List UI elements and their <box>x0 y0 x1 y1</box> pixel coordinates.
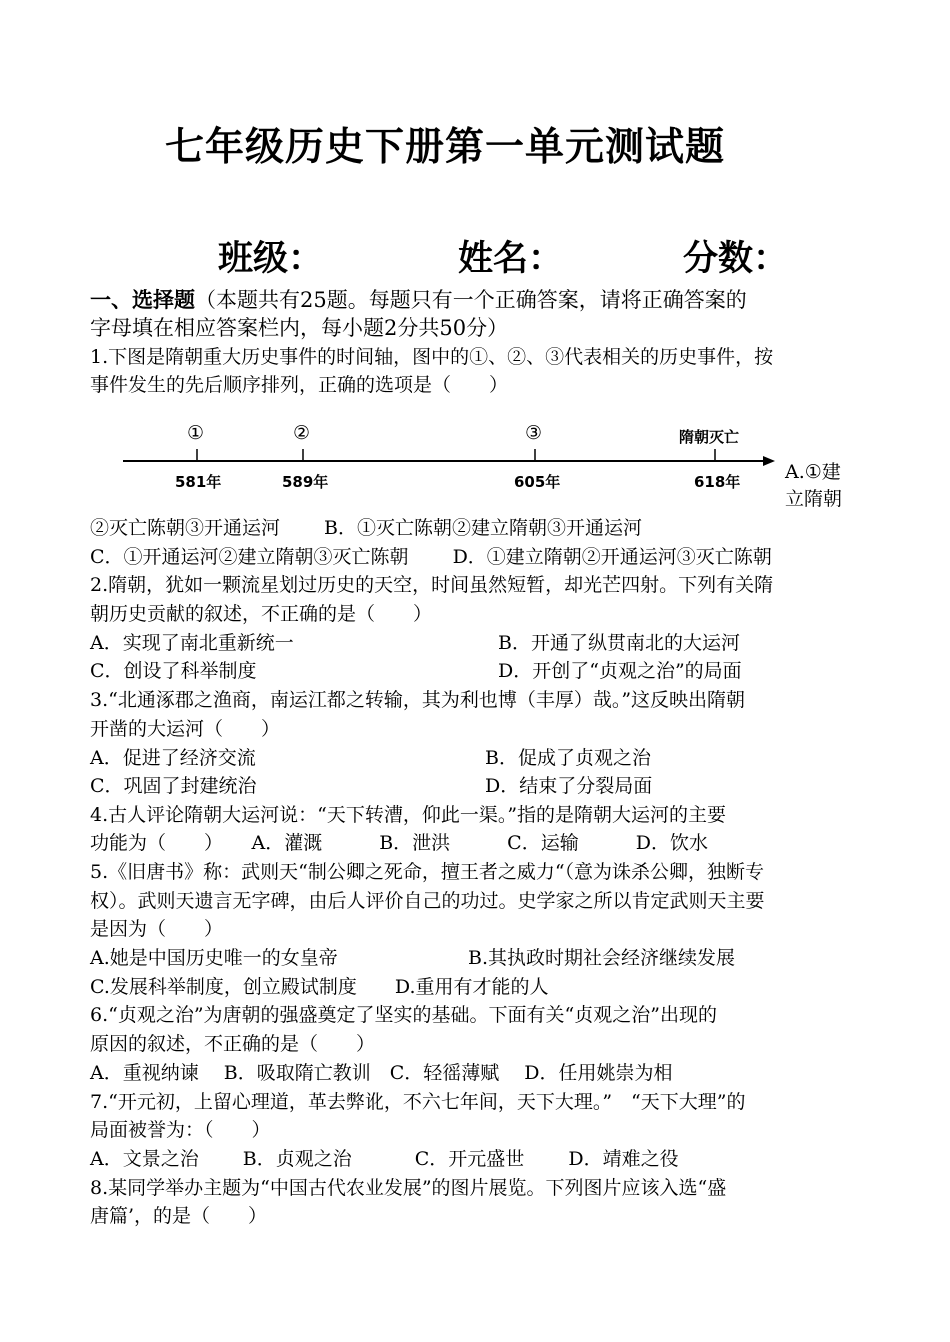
timeline-year: 618年 <box>694 473 741 491</box>
page-title: 七年级历史下册第一单元测试题 <box>165 125 726 170</box>
option-text: A.她是中国历史唯一的女皇帝 <box>90 947 338 969</box>
option-text: A．实现了南北重新统一 <box>90 632 294 654</box>
option-text: B.其执政时期社会经济继续发展 <box>468 947 736 969</box>
question-text: 7.“开元初，上留心理道，革去弊讹，不六七年间，天下大理。” “天下大理”的 <box>90 1091 746 1113</box>
option-text: C．创设了科举制度 <box>90 660 257 682</box>
option-text: C．巩固了封建统治 <box>90 775 257 797</box>
question-text: 权）。武则天遗言无字碑，由后人评价自己的功过。史学家之所以肯定武则天主要 <box>90 890 765 912</box>
option-text: 立隋朝 <box>785 488 843 510</box>
section-heading-line <box>90 286 747 314</box>
option-text: A．促进了经济交流 <box>90 747 256 769</box>
option-text: D．开创了“贞观之治”的局面 <box>498 660 742 682</box>
timeline-event-3: ③ <box>525 422 543 444</box>
timeline-arrow <box>763 456 775 466</box>
question-text: 朝历史贡献的叙述，不正确的是（ ） <box>90 603 433 625</box>
question-text: 开凿的大运河（ ） <box>90 718 281 740</box>
option-text: A．文景之治 B．贞观之治 C．开元盛世 D．靖难之役 <box>90 1148 679 1170</box>
name-label: 姓名： <box>458 239 564 279</box>
option-text: C.发展科举制度，创立殿试制度 D.重用有才能的人 <box>90 976 549 998</box>
option-text: B．开通了纵贯南北的大运河 <box>498 632 740 654</box>
question-text: 4.古人评论隋朝大运河说：“天下转漕，仰此一渠。”指的是隋朝大运河的主要 <box>90 804 727 826</box>
section-instruction-2: 字母填在相应答案栏内，每小题2分共50分） <box>90 316 509 340</box>
option-text: A．重视纳谏 B．吸取隋亡教训 C．轻徭薄赋 D．任用姚崇为相 <box>90 1062 673 1084</box>
option-text: ②灭亡陈朝③开通运河 B．①灭亡陈朝②建立隋朝③开通运河 <box>90 517 643 539</box>
question-text: 事件发生的先后顺序排列，正确的选项是（ ） <box>90 374 509 396</box>
question-text: 1.下图是隋朝重大历史事件的时间轴，图中的①、②、③代表相关的历史事件，按 <box>90 346 774 368</box>
score-label: 分数： <box>683 239 789 279</box>
timeline-event-1: ① <box>187 422 205 444</box>
question-text: 局面被誉为：（ ） <box>90 1119 271 1141</box>
timeline-year: 589年 <box>282 473 329 491</box>
question-text: 唐篇’，的是（ ） <box>90 1205 268 1227</box>
option-text: D．结束了分裂局面 <box>485 775 653 797</box>
question-text: 6.“贞观之治”为唐朝的强盛奠定了坚实的基础。下面有关“贞观之治”出现的 <box>90 1004 717 1026</box>
timeline-year: 605年 <box>514 473 561 491</box>
option-text: 功能为（ ） A．灌溉 B．泄洪 C．运输 D．饮水 <box>90 832 708 854</box>
timeline-event-4: 隋朝灭亡 <box>679 428 740 446</box>
class-label: 班级： <box>218 239 324 279</box>
question-text: 是因为（ ） <box>90 918 224 940</box>
section-heading: 一、选择题 <box>90 288 195 312</box>
timeline-event-2: ② <box>293 422 311 444</box>
question-text: 2.隋朝，犹如一颗流星划过历史的天空，时间虽然短暂，却光芒四射。下列有关隋 <box>90 574 774 596</box>
section-instruction: （本题共有25题。每题只有一个正确答案，请将正确答案的 <box>195 288 747 312</box>
question-text: 8.某同学举办主题为“中国古代农业发展”的图片展览。下列图片应该入选“盛 <box>90 1177 727 1199</box>
option-text: B．促成了贞观之治 <box>485 747 651 769</box>
question-text: 原因的叙述，不正确的是（ ） <box>90 1033 376 1055</box>
question-text: 3.“北通涿郡之渔商，南运江都之转输，其为利也博（丰厚）哉。”这反映出隋朝 <box>90 689 746 711</box>
option-text: A.①建 <box>785 461 841 483</box>
timeline-year: 581年 <box>175 473 222 491</box>
option-text: C．①开通运河②建立隋朝③灭亡陈朝 D．①建立隋朝②开通运河③灭亡陈朝 <box>90 546 772 568</box>
question-text: 5.《旧唐书》称：武则天“制公卿之死命，擅王者之威力“（意为诛杀公卿，独断专 <box>90 861 765 883</box>
